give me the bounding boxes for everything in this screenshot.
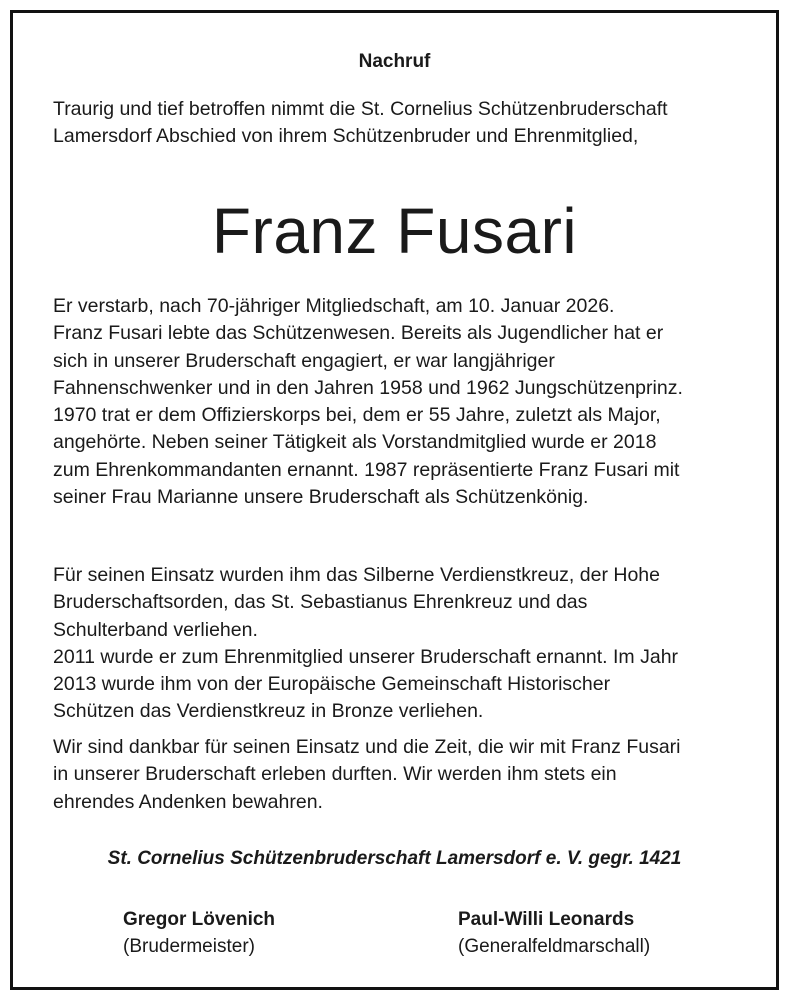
text-line: Für seinen Einsatz wurden ihm das Silberne Verdienstkreuz, der Hohe xyxy=(53,564,660,586)
text-line: ehrendes Andenken bewahren. xyxy=(53,790,323,813)
text-line: zum Ehrenkommandanten ernannt. 1987 repräsentierte Franz Fusari mit xyxy=(53,458,680,481)
intro-line: Lamersdorf Abschied von ihrem Schützenbruder und Ehrenmitglied, xyxy=(53,125,639,147)
text-line: angehörte. Neben seiner Tätigkeit als Vorstandmitglied wurde er 2018 xyxy=(53,431,657,454)
text-line: Bruderschaftsorden, das St. Sebastianus Ehrenkreuz und das xyxy=(53,591,588,614)
text-line: sich in unserer Bruderschaft engagiert, er war langjähriger xyxy=(53,349,555,372)
text-line: Schulterband verliehen. xyxy=(53,618,258,641)
text-line: Wir sind dankbar für seinen Einsatz und die Zeit, die wir mit Franz Fusari xyxy=(53,736,681,758)
text-line: Fahnenschwenker und in den Jahren 1958 und 1962 Jungschützenprinz. xyxy=(53,376,683,399)
obituary-frame xyxy=(10,10,779,990)
heading: Nachruf xyxy=(358,51,431,72)
paragraph-gratitude xyxy=(53,734,763,816)
deceased-name: Franz Fusari xyxy=(211,195,578,267)
text-line: in unserer Bruderschaft erleben durften. Wir werden ihm stets ein xyxy=(53,763,617,786)
intro-text xyxy=(53,96,753,150)
signatory-right xyxy=(458,906,650,960)
text-line: 2011 wurde er zum Ehrenmitglied unserer Bruderschaft ernannt. Im Jahr xyxy=(53,645,679,668)
text-line: Schützen das Verdienstkreuz in Bronze verliehen. xyxy=(53,700,484,723)
text-line: seiner Frau Marianne unsere Bruderschaft als Schützenkönig. xyxy=(53,486,589,509)
signatory-role: (Brudermeister) xyxy=(123,936,255,957)
signatory-left xyxy=(123,906,275,960)
paragraph-biography xyxy=(53,293,763,511)
text-line: Franz Fusari lebte das Schützenwesen. Bereits als Jugendlicher hat er xyxy=(53,322,664,345)
signatory-name: Paul-Willi Leonards xyxy=(458,909,635,930)
paragraph-honors xyxy=(53,562,763,726)
text-line: 1970 trat er dem Offizierskorps bei, dem er 55 Jahre, zuletzt als Major, xyxy=(53,404,661,427)
intro-line: Traurig und tief betroffen nimmt die St. Cornelius Schützenbruderschaft xyxy=(53,98,668,120)
signatory-name: Gregor Lövenich xyxy=(123,909,276,930)
text-line: 2013 wurde ihm von der Europäische Gemeinschaft Historischer xyxy=(53,673,611,696)
text-line: Er verstarb, nach 70-jähriger Mitgliedschaft, am 10. Januar 2026. xyxy=(53,295,615,317)
signatory-role: (Generalfeldmarschall) xyxy=(458,936,651,957)
organization-name: St. Cornelius Schützenbruderschaft Lamersdorf e. V. gegr. 1421 xyxy=(107,848,682,869)
